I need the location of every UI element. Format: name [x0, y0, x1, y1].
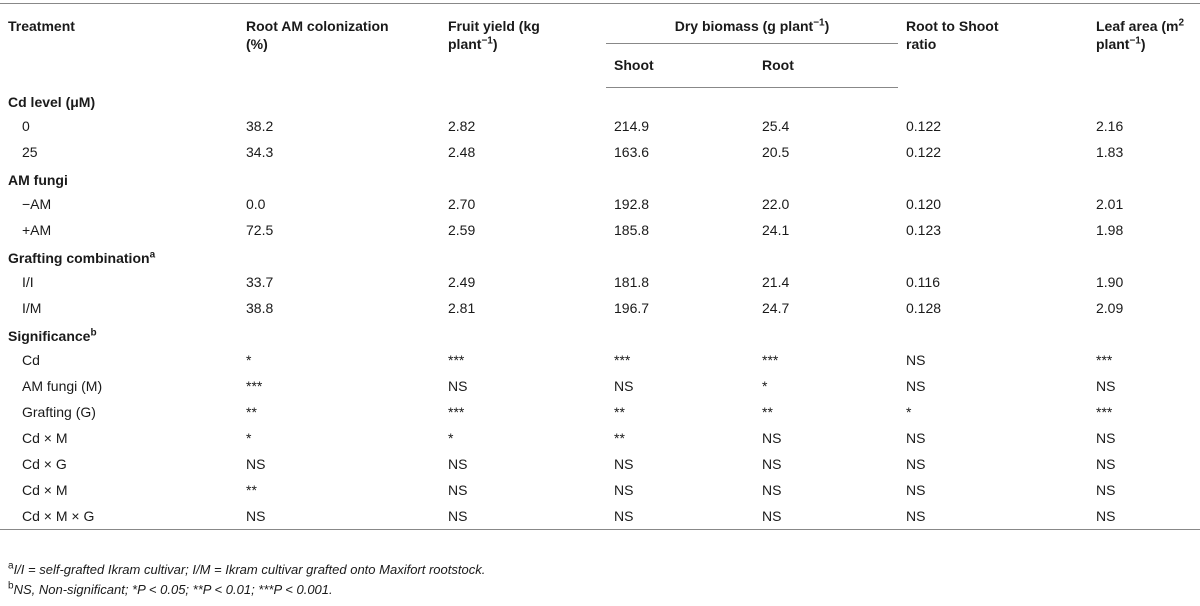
- table-body: [0, 87, 1200, 529]
- table-row: [0, 503, 1200, 529]
- cell-leaf-area: NS: [1096, 482, 1116, 498]
- cell-treatment: Cd × M: [22, 430, 68, 446]
- header-dry-biomass: Dry biomass (g plant$^{-1}$): [606, 4, 898, 45]
- cell-shoot: 196.7: [614, 300, 650, 316]
- header-root-am: Root AM colonization (%): [238, 4, 440, 88]
- cell-root-shoot: 0.128: [906, 300, 942, 316]
- table-row: [0, 399, 1200, 425]
- table-row: [0, 217, 1200, 243]
- cell-treatment: Cd × M: [22, 482, 68, 498]
- cell-root: 21.4: [762, 274, 790, 290]
- cell-root-shoot: NS: [906, 482, 926, 498]
- cell-root-am: 34.3: [246, 144, 274, 160]
- cell-leaf-area: ***: [1096, 352, 1113, 368]
- cell-leaf-area: 2.16: [1096, 118, 1124, 134]
- cell-fruit-yield: *: [448, 430, 454, 446]
- cell-root-am: 33.7: [246, 274, 274, 290]
- cell-root: 22.0: [762, 196, 790, 212]
- cell-treatment: −AM: [22, 196, 52, 212]
- cell-leaf-area: NS: [1096, 430, 1116, 446]
- cell-fruit-yield: 2.81: [448, 300, 476, 316]
- cell-shoot: **: [614, 430, 625, 446]
- cell-fruit-yield: NS: [448, 378, 468, 394]
- cell-root-shoot: 0.123: [906, 222, 942, 238]
- section-title-text: Cd level (μM): [8, 94, 96, 111]
- cell-root-am: **: [246, 482, 257, 498]
- cell-root-am: NS: [238, 503, 440, 529]
- cell-root: **: [762, 404, 773, 420]
- footnote-b: $^b$NS, Non-significant; *P < 0.05; **P < 0.01; ***P < 0.001.: [8, 580, 333, 597]
- section-title: [0, 87, 1200, 113]
- cell-fruit-yield: 2.48: [448, 144, 476, 160]
- footnote-marker: a: [149, 249, 156, 261]
- cell-root-am: ***: [246, 378, 263, 394]
- cell-shoot: NS: [614, 482, 634, 498]
- table-row: [0, 347, 1200, 373]
- header-root-shoot: Root to Shoot ratio: [898, 4, 1088, 88]
- cell-root: 25.4: [762, 118, 790, 134]
- cell-fruit-yield: ***: [448, 352, 465, 368]
- footnote-marker: b: [90, 327, 97, 339]
- table-row: [0, 191, 1200, 217]
- cell-shoot: 214.9: [614, 118, 650, 134]
- section-header-row: [0, 321, 1200, 347]
- cell-root-shoot: NS: [906, 456, 926, 472]
- cell-root-shoot: NS: [906, 352, 926, 368]
- cell-shoot: NS: [614, 378, 634, 394]
- table-row: [0, 451, 1200, 477]
- cell-root-am: *: [246, 352, 252, 368]
- cell-treatment: 25: [22, 144, 38, 160]
- cell-shoot: NS: [614, 456, 634, 472]
- section-title-text: Grafting combination: [8, 250, 150, 266]
- cell-root: ***: [762, 352, 779, 368]
- cell-root: NS: [762, 482, 782, 498]
- cell-root-am: 38.2: [246, 118, 274, 134]
- cell-treatment: I/M: [22, 300, 42, 316]
- footnote-a: $^a$I/I = self-grafted Ikram cultivar; I/M = Ikram cultivar grafted onto Maxifort rootstock.: [8, 560, 486, 577]
- cell-leaf-area: NS: [1096, 456, 1116, 472]
- cell-treatment: 0: [22, 118, 30, 134]
- table-row: [0, 373, 1200, 399]
- cell-root: NS: [754, 503, 898, 529]
- cell-root-shoot: 0.120: [906, 196, 942, 212]
- cell-leaf-area: 1.98: [1096, 222, 1124, 238]
- section-title: [0, 321, 1200, 347]
- cell-treatment: Cd × G: [22, 456, 67, 472]
- cell-root-am: 0.0: [246, 196, 266, 212]
- table-row: [0, 477, 1200, 503]
- cell-root-shoot: 0.122: [906, 144, 942, 160]
- cell-treatment: AM fungi (M): [22, 378, 103, 394]
- cell-treatment: Cd: [22, 352, 40, 368]
- header-treatment: Treatment: [0, 4, 238, 88]
- section-title: [0, 165, 1200, 191]
- cell-fruit-yield: NS: [448, 482, 468, 498]
- cell-root-am: 72.5: [246, 222, 274, 238]
- cell-root-am: 38.8: [246, 300, 274, 316]
- cell-root-am: NS: [246, 456, 266, 472]
- cell-shoot: 192.8: [614, 196, 650, 212]
- table-row: [0, 113, 1200, 139]
- table-row: [0, 425, 1200, 451]
- cell-leaf-area: ***: [1096, 404, 1113, 420]
- cell-root: NS: [762, 430, 782, 446]
- cell-leaf-area: 2.09: [1096, 300, 1124, 316]
- cell-root: NS: [762, 456, 782, 472]
- cell-shoot: 185.8: [614, 222, 650, 238]
- cell-leaf-area: NS: [1088, 503, 1200, 529]
- cell-fruit-yield: 2.70: [448, 196, 476, 212]
- cell-root-am: **: [246, 404, 257, 420]
- cell-root-am: *: [246, 430, 252, 446]
- cell-shoot: **: [614, 404, 625, 420]
- cell-root-shoot: NS: [906, 430, 926, 446]
- cell-shoot: ***: [614, 352, 631, 368]
- cell-treatment: I/I: [22, 274, 34, 290]
- cell-shoot: NS: [606, 503, 754, 529]
- cell-fruit-yield: NS: [448, 456, 468, 472]
- cell-fruit-yield: 2.59: [448, 222, 476, 238]
- table-row: [0, 295, 1200, 321]
- cell-root-shoot: 0.116: [906, 274, 940, 290]
- cell-shoot: 163.6: [614, 144, 650, 160]
- cell-root-shoot: *: [906, 404, 912, 420]
- cell-leaf-area: NS: [1096, 378, 1116, 394]
- cell-treatment: +AM: [22, 222, 52, 238]
- cell-root-shoot: NS: [906, 378, 926, 394]
- table-row: [0, 139, 1200, 165]
- cell-root: *: [762, 378, 768, 394]
- cell-treatment: Grafting (G): [22, 404, 96, 420]
- cell-fruit-yield: 2.82: [448, 118, 476, 134]
- cell-treatment: Cd × M × G: [0, 503, 238, 529]
- cell-root: 20.5: [762, 144, 790, 160]
- table-header: [0, 4, 1200, 88]
- section-header-row: [0, 165, 1200, 191]
- table-row: [0, 269, 1200, 295]
- section-header-row: [0, 87, 1200, 113]
- cell-fruit-yield: 2.49: [448, 274, 476, 290]
- section-title-text: AM fungi: [8, 172, 68, 188]
- header-fruit-yield: Fruit yield (kg plant$^{-1}$): [440, 4, 606, 88]
- section-header-row: [0, 243, 1200, 269]
- results-table: [0, 3, 1200, 530]
- header-root: Root: [754, 44, 898, 87]
- cell-fruit-yield: NS: [440, 503, 606, 529]
- header-leaf-area: Leaf area ($m^2$ plant$^{-1}$): [1088, 4, 1200, 88]
- cell-root-shoot: 0.122: [906, 118, 942, 134]
- cell-root: 24.7: [762, 300, 790, 316]
- cell-root: 24.1: [762, 222, 790, 238]
- section-title: [0, 243, 1200, 269]
- cell-leaf-area: 1.90: [1096, 274, 1124, 290]
- header-shoot: Shoot: [606, 44, 754, 87]
- cell-leaf-area: 1.83: [1096, 144, 1124, 160]
- cell-shoot: 181.8: [614, 274, 650, 290]
- cell-root-shoot: NS: [898, 503, 1088, 529]
- section-title-text: Significance: [8, 328, 91, 344]
- cell-fruit-yield: ***: [448, 404, 465, 420]
- cell-leaf-area: 2.01: [1096, 196, 1124, 212]
